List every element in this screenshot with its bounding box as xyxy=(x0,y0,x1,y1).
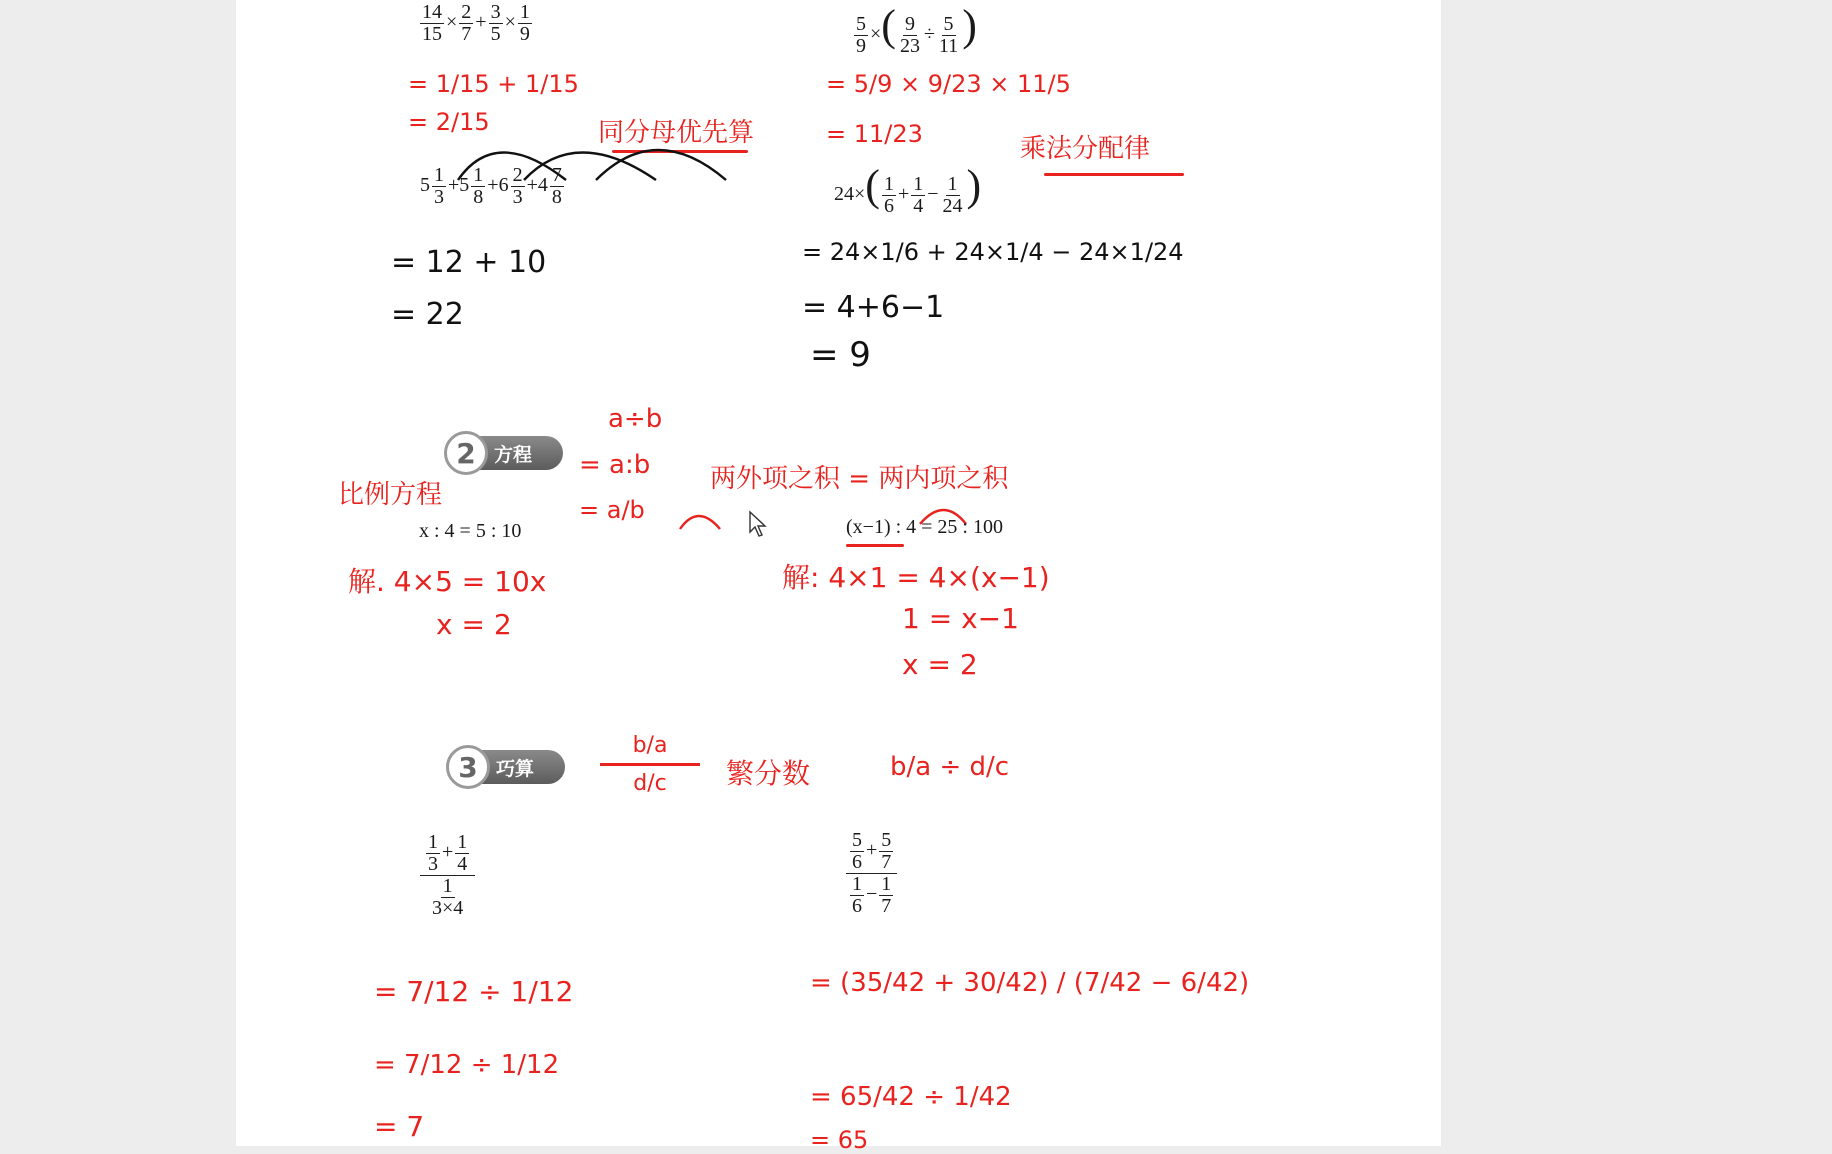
denominator: 5 xyxy=(490,23,501,45)
paren-close: ) xyxy=(966,161,982,210)
section-number: 3 xyxy=(446,745,490,789)
denominator: 3 xyxy=(434,186,444,208)
solution-step: 1 = x−1 xyxy=(902,602,1019,635)
solution-step: x = 2 xyxy=(436,608,512,641)
numerator: 3 xyxy=(490,1,501,23)
paren-open: ( xyxy=(865,161,880,210)
section-badge-equations xyxy=(448,436,563,470)
numerator: 2 xyxy=(461,1,472,23)
section-number: 2 xyxy=(444,431,488,475)
numerator: 5 xyxy=(852,829,862,851)
expr-mixed-sum: 5 $\frac{1}{3}$ +5 $\frac{1}{8}$ +6 $\frac{2}{3}$ +4 $\frac{7}{8}$ xyxy=(420,164,562,208)
denominator: 4 xyxy=(913,194,924,217)
denominator: 9 xyxy=(519,23,530,45)
section-title: 巧算 xyxy=(496,757,535,780)
solution-step: = 4+6−1 xyxy=(802,290,945,325)
annotation-step: = 11/23 xyxy=(826,120,923,148)
denominator: 4 xyxy=(457,853,468,875)
annotation-note: 比例方程 xyxy=(338,480,443,510)
annotation-step: = 5/9 × 9/23 × 11/5 xyxy=(826,70,1071,98)
numerator: 7 xyxy=(551,164,562,186)
numerator: 1 xyxy=(442,875,453,897)
paren-close: ) xyxy=(962,1,977,50)
numerator: 1 xyxy=(947,172,958,195)
numerator: 1 xyxy=(883,172,894,195)
denominator: 23 xyxy=(899,34,920,57)
section-title: 方程 xyxy=(494,443,533,466)
solution-step: = 9 xyxy=(810,335,871,375)
ratio-note: = a:b xyxy=(579,450,651,480)
solution-step: = 24×1/6 + 24×1/4 − 24×1/24 xyxy=(802,238,1184,266)
numerator: 2 xyxy=(512,164,523,186)
solution-step: = 7/12 ÷ 1/12 xyxy=(374,1050,560,1080)
ratio-note: a÷b xyxy=(608,404,663,434)
annotation-note: 繁分数 xyxy=(726,757,811,790)
complex-numerator: $\frac{1}{3}$ + $\frac{1}{4}$ xyxy=(420,832,475,876)
annotation-step: = 2/15 xyxy=(408,108,490,136)
solution-step: 解. 4×5 = 10x xyxy=(348,565,547,598)
annotation-note: b/a ÷ d/c xyxy=(890,752,1010,782)
mouse-cursor-icon xyxy=(748,510,768,538)
complex-fraction-right xyxy=(844,830,899,917)
solution-step: 解: 4×1 = 4×(x−1) xyxy=(782,561,1050,594)
numerator: 1 xyxy=(881,873,892,895)
solution-step: x = 2 xyxy=(902,648,978,681)
annotation-underline xyxy=(1044,173,1184,176)
whole-number: 5 xyxy=(420,174,430,197)
complex-denominator: $\frac{1}{6}$ − $\frac{1}{7}$ xyxy=(852,873,892,917)
denominator: 8 xyxy=(473,186,484,208)
numerator: 1 xyxy=(434,164,444,186)
denominator: 3×4 xyxy=(432,897,464,919)
denominator: 24 xyxy=(942,194,963,217)
solution-step: = 65/42 ÷ 1/42 xyxy=(810,1082,1012,1112)
solution-step: = 7/12 ÷ 1/12 xyxy=(374,975,574,1008)
inner-terms-arc xyxy=(676,505,736,535)
numerator: 1 xyxy=(457,831,468,853)
whole-number: 5 xyxy=(459,174,470,197)
expr-distribute-24: 24×( $\frac{1}{6}$ + $\frac{1}{4}$ − $\frac{1}{24}$ ) xyxy=(834,161,982,217)
paren-open: ( xyxy=(881,1,896,50)
annotation-step: = 1/15 + 1/15 xyxy=(408,70,579,98)
complex-denominator xyxy=(426,876,469,919)
denominator: 8 xyxy=(551,186,562,208)
numerator: 1 xyxy=(852,873,862,895)
numerator: 14 xyxy=(422,1,442,23)
annotation-underline xyxy=(846,544,904,547)
solution-step: = 12 + 10 xyxy=(391,245,547,280)
document-page xyxy=(236,0,1441,1154)
denominator: 3 xyxy=(512,186,523,208)
denominator: 6 xyxy=(852,895,862,917)
numerator: 1 xyxy=(473,164,484,186)
whole-number: 4 xyxy=(537,174,548,197)
equation-right: (x−1) : 4 = 25 : 100 xyxy=(846,516,1003,538)
solution-step: = (35/42 + 30/42) / (7/42 − 6/42) xyxy=(810,968,1250,998)
denominator: 15 xyxy=(422,23,442,45)
expr-distributive: $\frac{5}{9}$ ×( $\frac{9}{23}$ ÷ $\frac{5}{11}$ ) xyxy=(856,1,977,57)
numerator: 5 xyxy=(881,829,892,851)
denominator: 7 xyxy=(881,895,892,917)
denominator: 6 xyxy=(852,851,862,873)
numerator: 1 xyxy=(519,1,530,23)
numerator: 5 xyxy=(943,12,954,35)
annotation-note: 同分母优先算 xyxy=(598,118,755,148)
denominator: 9 xyxy=(856,34,866,57)
annotation-note: 乘法分配律 xyxy=(1020,134,1151,164)
denominator: 7 xyxy=(881,851,892,873)
solution-step: = 65 xyxy=(810,1126,869,1154)
numerator: 1 xyxy=(428,831,438,853)
denominator: 11 xyxy=(938,34,959,57)
whole-number: 6 xyxy=(498,174,509,197)
multiplier: 24× xyxy=(834,183,866,205)
equation-left: x : 4 = 5 : 10 xyxy=(419,520,522,542)
numerator: 5 xyxy=(856,12,866,35)
numerator: 9 xyxy=(904,12,915,35)
numerator: 1 xyxy=(913,172,924,195)
solution-step: = 7 xyxy=(374,1110,425,1143)
complex-fraction-sketch: b/a d/c xyxy=(600,728,700,801)
denominator: 3 xyxy=(428,853,438,875)
complex-fraction-left xyxy=(418,832,477,919)
expr-fraction-sum: $\frac{14}{15}$ × $\frac{2}{7}$ + $\frac{3}{5}$ × $\frac{1}{9}$ xyxy=(422,1,530,45)
solution-step: = 22 xyxy=(391,297,464,332)
section-badge-clever-calc xyxy=(450,750,565,784)
ratio-note: = a/b xyxy=(579,496,645,524)
rule-note: 两外项之积 = 两内项之积 xyxy=(710,464,1009,494)
denominator: 7 xyxy=(461,23,472,45)
complex-numerator: $\frac{5}{6}$ + $\frac{5}{7}$ xyxy=(846,830,897,874)
denominator: 6 xyxy=(883,194,894,217)
